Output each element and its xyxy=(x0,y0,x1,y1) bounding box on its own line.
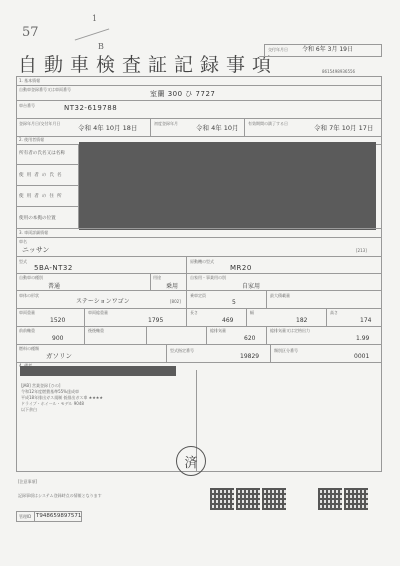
type-label: 型式 xyxy=(19,259,27,264)
handwritten-fraction-bottom: B xyxy=(98,42,104,51)
maker-code: [213] xyxy=(356,248,367,253)
fuel-label: 燃料の種類 xyxy=(19,346,39,351)
qr-code xyxy=(236,488,260,510)
gross-weight-label: 車両総重量 xyxy=(88,310,108,315)
class-number-label: 類別区分番号 xyxy=(274,348,298,353)
remark-line: ドライブ・ホイール・モデル 9048 xyxy=(21,401,84,406)
chassis-value: NT32-619788 xyxy=(64,104,118,112)
initial-reg-label: 初度登録年月 xyxy=(154,121,178,126)
id-value: T948659897571 xyxy=(36,513,82,519)
total-displacement-label: 総排気量 xyxy=(210,328,226,333)
remark-line: [JAB] 営業登録 [ひの] xyxy=(21,383,61,388)
displacement-label: 総排気量又は定格出力 xyxy=(270,328,310,333)
owner-label: 所有者の氏名又は名称 xyxy=(19,151,65,156)
type-number-label: 型式指定番号 xyxy=(170,348,194,353)
height-value: 174 xyxy=(360,317,372,324)
document-number: 8615498936556 xyxy=(322,69,356,74)
section-usage-title: 2. 使用者情報 xyxy=(19,137,45,142)
weight-label: 車両重量 xyxy=(19,310,35,315)
class-number-value: 0001 xyxy=(354,353,370,360)
body-shape-value: ステーションワゴン xyxy=(76,298,130,305)
remark-line: 令和12年度燃費基準55%達成車 xyxy=(21,389,79,394)
weight-value: 1520 xyxy=(50,317,66,324)
qr-code xyxy=(344,488,368,510)
reg-no-value: 室蘭 300 ひ 7727 xyxy=(150,90,216,98)
front-axle-value: 900 xyxy=(52,335,64,342)
use-value: 乗用 xyxy=(166,283,179,290)
remark-line: 平成18年排出ガス規制 低排出ガス車 ★★★★ xyxy=(21,395,103,400)
handwritten-number: 57 xyxy=(22,25,39,40)
reg-no-label: 自動車登録番号又は車両番号 xyxy=(19,87,71,92)
use-label: 用途 xyxy=(153,275,161,280)
chassis-label: 車台番号 xyxy=(19,103,35,108)
maker-value: ニッサン xyxy=(22,246,50,254)
issue-date-value: 令和 6年 3月 19日 xyxy=(302,46,353,53)
private-label: 自家用・事業用の別 xyxy=(190,275,226,280)
section-spec-title: 3. 車両詳細情報 xyxy=(19,230,49,235)
remark-line: 以下余白 xyxy=(21,407,37,412)
width-value: 182 xyxy=(296,317,308,324)
length-label: 長さ xyxy=(190,310,198,315)
capacity-value: 5 xyxy=(232,299,236,306)
notice-text: 記録事項はシステム登録時点の情報となります xyxy=(18,493,102,498)
engine-label: 原動機の型式 xyxy=(190,259,214,264)
base-location-label: 使用の本拠の位置 xyxy=(19,216,56,221)
first-reg-value: 令和 4年 10月 18日 xyxy=(78,124,138,132)
body-shape-code: [802] xyxy=(170,299,181,304)
redacted-user-info xyxy=(79,142,376,230)
type-number-value: 19829 xyxy=(240,353,260,360)
handwritten-fraction-top: 1 xyxy=(92,14,98,23)
height-label: 高さ xyxy=(330,310,338,315)
issue-date-label: 交付年月日 xyxy=(268,47,288,52)
width-label: 幅 xyxy=(250,310,254,315)
rear-axle-label: 後後軸重 xyxy=(88,328,104,333)
page-title: 自動車検査証記録事項 xyxy=(18,54,279,76)
total-displacement-value: 620 xyxy=(244,335,256,342)
engine-value: MR20 xyxy=(230,264,252,272)
vehicle-kind-label: 自動車の種別 xyxy=(19,275,43,280)
initial-reg-value: 令和 4年 10月 xyxy=(196,124,239,132)
capacity-label: 乗車定員 xyxy=(190,293,206,298)
first-reg-label: 登録年月日/交付年月日 xyxy=(19,121,61,126)
redacted-remarks xyxy=(20,366,176,376)
type-value: 5BA-NT32 xyxy=(34,264,73,272)
qr-code xyxy=(318,488,342,510)
expiry-label: 有効期間の満了する日 xyxy=(248,121,288,126)
expiry-value: 令和 7年 10月 17日 xyxy=(314,124,374,132)
gross-weight-value: 1795 xyxy=(148,317,164,324)
length-value: 469 xyxy=(222,317,234,324)
maker-label: 車名 xyxy=(19,239,27,244)
qr-code xyxy=(210,488,234,510)
displacement-value: 1.99 xyxy=(356,335,370,342)
section-basic-title: 1. 基本情報 xyxy=(19,78,41,83)
front-axle-label: 前前軸重 xyxy=(19,328,35,333)
fuel-value: ガソリン xyxy=(46,352,72,360)
notice-label: [注意事項] xyxy=(18,479,38,484)
inspection-stamp: 済 xyxy=(176,446,206,476)
id-label: 管理ID xyxy=(19,514,32,519)
handwritten-stroke xyxy=(75,28,110,40)
qr-code xyxy=(262,488,286,510)
body-shape-label: 車体の形状 xyxy=(19,293,39,298)
vehicle-kind-value: 普通 xyxy=(48,283,61,290)
user-address-label: 使用者の住所 xyxy=(19,194,65,199)
private-value: 自家用 xyxy=(242,283,261,290)
max-load-label: 最大積載量 xyxy=(270,293,290,298)
user-name-label: 使用者の氏名 xyxy=(19,173,65,178)
